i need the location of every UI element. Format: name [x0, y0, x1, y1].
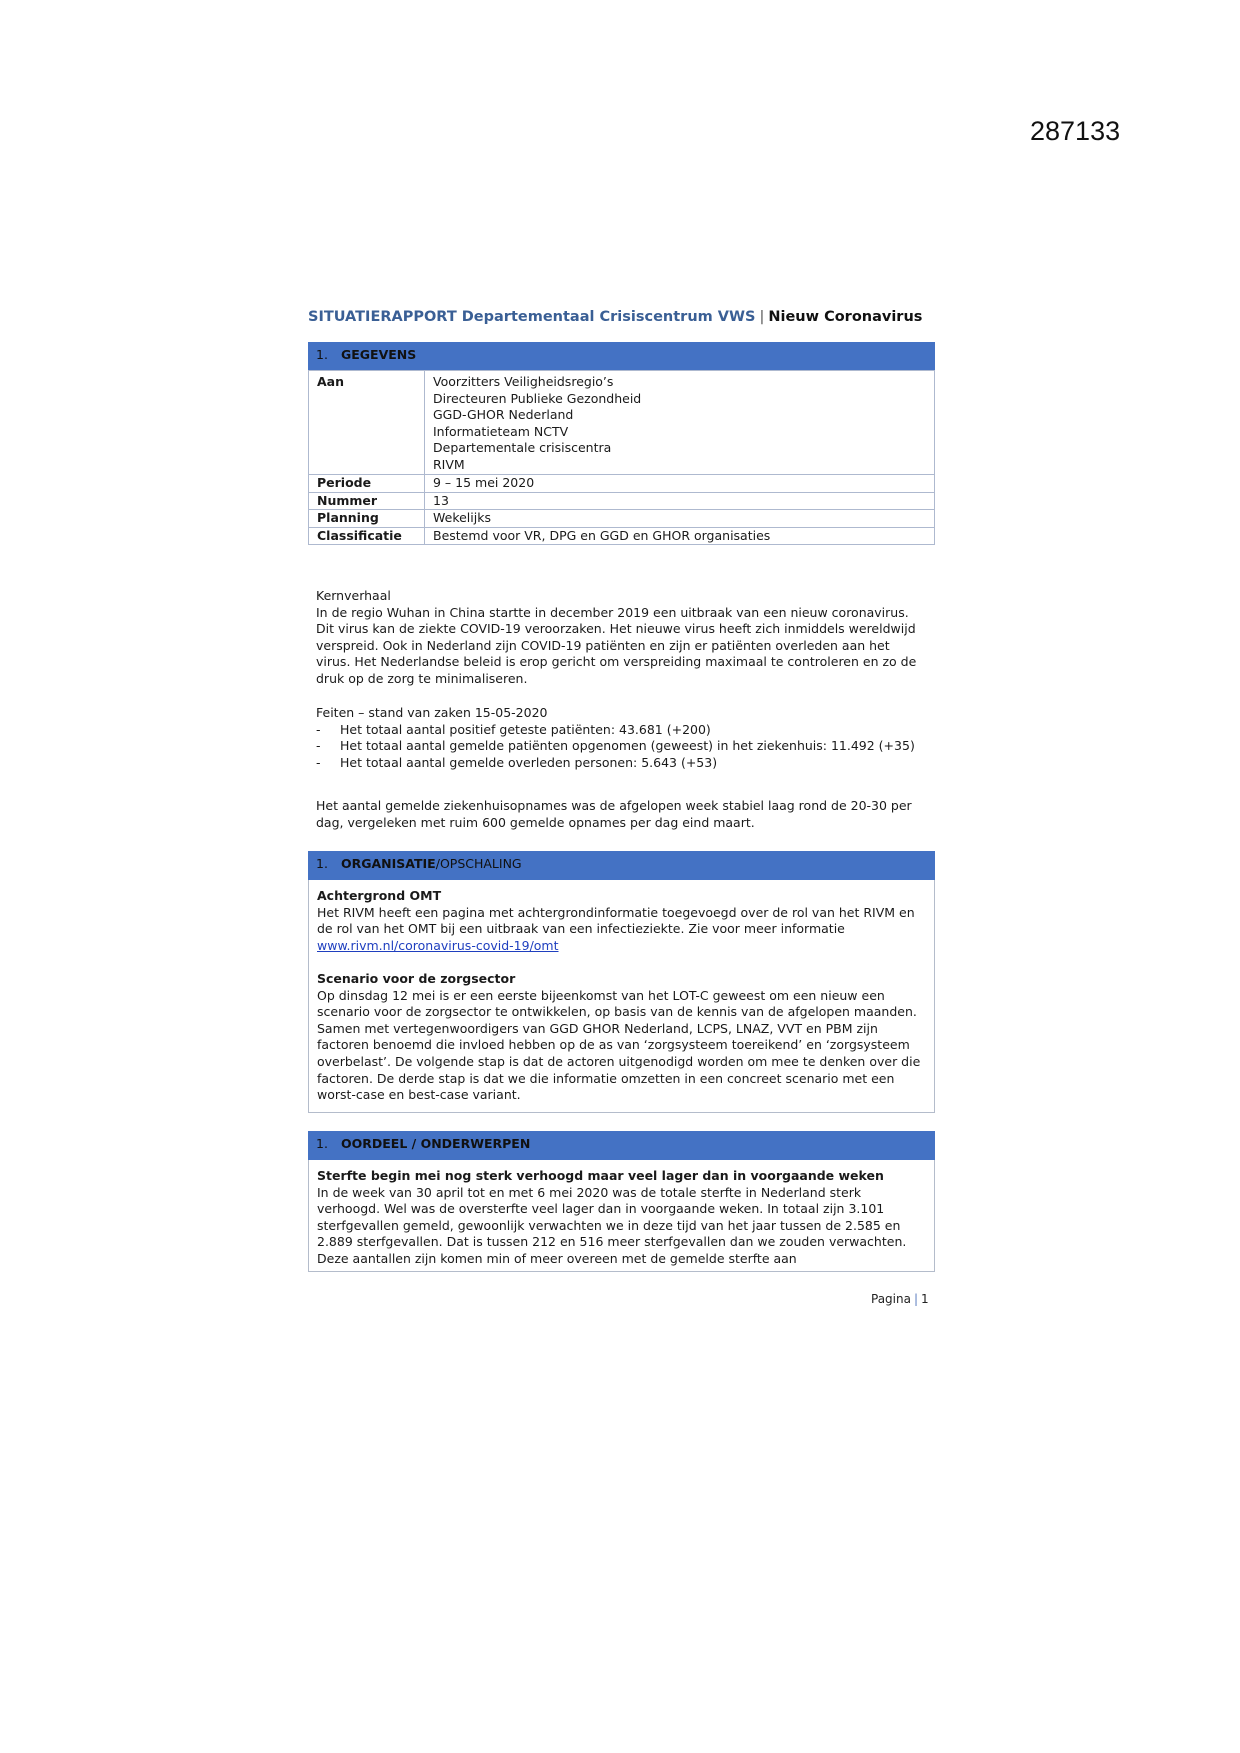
- row-label-aan: Aan: [309, 371, 425, 475]
- kernverhaal-heading: Kernverhaal: [316, 588, 391, 603]
- row-label-planning: Planning: [309, 510, 425, 528]
- kernverhaal-text: In de regio Wuhan in China startte in december 2019 een uitbraak van een nieuw coronavirus. Dit virus kan de ziekte COVID-19 veroorzaken. Het nieuwe virus heeft zich inmiddels wereldwijd verspreid. Ook in Nederland zijn COVID-19 patiënten en zijn er patiënten overleden aan het virus. Het Nederlandse beleid is erop gericht om verspreiding maximaal te controleren en zo de druk op de zorg te minimaliseren.: [316, 604, 917, 686]
- section-title: GEGEVENS: [341, 347, 417, 362]
- section-number: 1.: [316, 1136, 328, 1151]
- sterfte-heading: Sterfte begin mei nog sterk verhoogd maar veel lager dan in voorgaande weken: [317, 1168, 884, 1183]
- row-label-classificatie: Classificatie: [309, 527, 425, 545]
- feiten-list: [316, 722, 928, 772]
- table-row: [309, 527, 935, 545]
- page-number: 1: [921, 1292, 929, 1306]
- list-item: - Het totaal aantal positief geteste patiënten: 43.681 (+200): [316, 722, 928, 739]
- ziekenhuis-paragraph: [316, 798, 928, 831]
- recipient: Voorzitters Veiligheidsregio’s: [433, 374, 614, 389]
- section-number: 1.: [316, 856, 328, 871]
- kernverhaal-block: [316, 588, 928, 688]
- section-header-oordeel: [308, 1131, 935, 1160]
- table-row: [309, 475, 935, 493]
- feiten-block: [316, 705, 928, 771]
- title-separator: |: [759, 309, 765, 325]
- ziekenhuis-text: Het aantal gemelde ziekenhuisopnames was de afgelopen week stabiel laag rond de 20-30 per dag, vergeleken met ruim 600 gemelde opnames per dag eind maart.: [316, 798, 912, 830]
- omt-text: Het RIVM heeft een pagina met achtergrondinformatie toegevoegd over de rol van het RIVM en de rol van het OMT bij een uitbraak van een infectieziekte. Zie voor meer informatie: [317, 904, 915, 937]
- row-label-nummer: Nummer: [309, 492, 425, 510]
- gegevens-table: [308, 342, 935, 545]
- recipient: Departementale crisiscentra: [433, 440, 612, 455]
- oordeel-box: [308, 1160, 935, 1272]
- document-number: 287133: [1030, 116, 1121, 146]
- recipient: GGD-GHOR Nederland: [433, 407, 574, 422]
- row-value-periode: 9 – 15 mei 2020: [425, 475, 935, 493]
- row-value-nummer: 13: [425, 492, 935, 510]
- feiten-heading: Feiten – stand van zaken 15-05-2020: [316, 705, 548, 720]
- table-row: [309, 492, 935, 510]
- section-number: 1.: [316, 347, 328, 362]
- scenario-text: Op dinsdag 12 mei is er een eerste bijeenkomst van het LOT-C geweest om een nieuw een scenario voor de zorgsector te ontwikkelen, op basis van de kennis van de afgelopen maanden. Samen met vertegenwoordigers van GGD GHOR Nederland, LCPS, LNAZ, VVT en PBM zijn factoren benoemd die invloed hebben op de as van ‘zorgsysteem toereikend’ en ‘zorgsysteem overbelast’. De volgende stap is dat de actoren uitgenodigd worden om mee te denken over die factoren. De derde stap is dat we die informatie omzetten in een concreet scenario met een worst-case en best-case variant.: [317, 987, 921, 1103]
- report-title: [308, 309, 922, 325]
- row-value-planning: Wekelijks: [425, 510, 935, 528]
- section-header-organisatie: [308, 851, 935, 880]
- scenario-heading: Scenario voor de zorgsector: [317, 970, 516, 986]
- section-title-bold: ORGANISATIE: [341, 856, 436, 871]
- recipient: Directeuren Publieke Gezondheid: [433, 390, 642, 406]
- row-label-periode: Periode: [309, 475, 425, 493]
- report-title-subject: Nieuw Coronavirus: [768, 309, 923, 325]
- page-label: Pagina: [871, 1292, 911, 1306]
- list-item: - Het totaal aantal gemelde overleden personen: 5.643 (+53): [316, 755, 928, 772]
- section-title-rest: /OPSCHALING: [435, 856, 522, 871]
- recipient: RIVM: [433, 456, 465, 472]
- recipient: Informatieteam NCTV: [433, 423, 569, 439]
- organisatie-box: [308, 880, 935, 1113]
- report-title-main: SITUATIERAPPORT Departementaal Crisiscentrum VWS: [308, 309, 756, 325]
- page-footer: [871, 1292, 929, 1306]
- omt-heading: Achtergrond OMT: [317, 888, 442, 903]
- row-value-classificatie: Bestemd voor VR, DPG en GGD en GHOR organisaties: [425, 527, 935, 545]
- footer-separator: |: [913, 1292, 919, 1306]
- sterfte-text: In de week van 30 april tot en met 6 mei 2020 was de totale sterfte in Nederland sterk verhoogd. Wel was de oversterfte veel lager dan in voorgaande weken. In totaal zijn 3.101 sterfgevallen gemeld, gewoonlijk verwachten we in deze tijd van het jaar tussen de 2.585 en 2.889 sterfgevallen. Dat is tussen 212 en 516 meer sterfgevallen dan we zouden verwachten. Deze aantallen zijn komen min of meer overeen met de gemelde sterfte aan: [317, 1184, 907, 1266]
- row-value-aan: [425, 371, 935, 475]
- section-title: OORDEEL / ONDERWERPEN: [341, 1136, 531, 1151]
- table-row: [309, 510, 935, 528]
- table-row: [309, 371, 935, 475]
- list-item: - Het totaal aantal gemelde patiënten opgenomen (geweest) in het ziekenhuis: 11.492 (+35): [316, 738, 928, 755]
- omt-link[interactable]: www.rivm.nl/coronavirus-covid-19/omt: [317, 937, 559, 953]
